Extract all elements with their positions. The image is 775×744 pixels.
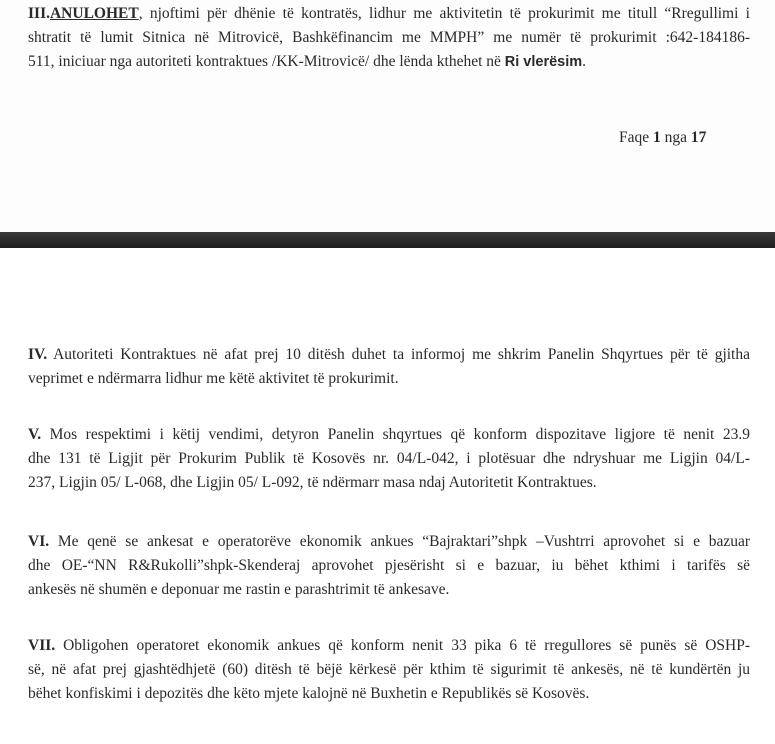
paragraph-iv-line-2: veprimet e ndërmarra lidhur me këtë aktivitet të prokurimit. xyxy=(28,370,399,387)
paragraph-iv-line-1-text: Autoriteti Kontraktues në afat prej 10 ditësh duhet ta informoj me shkrim Panelin Shqyrtues për të gjitha xyxy=(47,346,750,363)
paragraph-iii-line-3 xyxy=(28,50,750,74)
paragraph-vi-line-1 xyxy=(28,530,750,554)
page-divider xyxy=(0,232,775,248)
paragraph-iii-number: III. xyxy=(28,5,50,22)
paragraph-vii xyxy=(28,634,750,706)
page-2-top xyxy=(0,248,775,744)
paragraph-vi-number: VI. xyxy=(28,533,50,550)
paragraph-iii-line-1-text: , njoftimi për dhënie të kontratës, lidhur me aktivitetin të prokurimit me titull “Rregullimi i xyxy=(138,5,750,22)
paragraph-vi-line-2: dhe OE-“NN R&Rukolli”shpk-Skenderaj aprovohet pjesërisht si e bazuar, iu bëhet kthimi i tarifës së xyxy=(28,557,750,574)
anulohet-keyword: ANULOHET xyxy=(49,5,139,22)
page-1-bottom xyxy=(0,0,775,232)
paragraph-vi xyxy=(28,530,750,602)
footer-nga: nga xyxy=(664,129,688,146)
paragraph-v-line-2: dhe 131 të Ligjit për Prokurim Publik të Kosovës nr. 04/L-042, i plotësuar dhe ndryshuar me Ligjin 04/L- xyxy=(28,450,750,467)
paragraph-v-number: V. xyxy=(28,426,42,443)
paragraph-iv-number: IV. xyxy=(28,346,48,363)
paragraph-iii-line-2: shtratit të lumit Sitnica në Mitrovicë, Bashkëfinancim me MMPH” me numër të prokurimit :642-184186- xyxy=(28,29,750,46)
paragraph-v xyxy=(28,423,750,495)
paragraph-iii-line-3-text: 511, iniciuar nga autoriteti kontraktues /KK-Mitrovicë/ dhe lënda kthehet në xyxy=(28,53,505,70)
paragraph-v-line-1 xyxy=(28,423,750,447)
footer-page-number: 1 xyxy=(653,129,661,146)
paragraph-iv-line-1 xyxy=(28,343,750,367)
ri-vleresim-keyword: Ri vlerësim xyxy=(504,54,583,70)
paragraph-vii-line-1 xyxy=(28,634,750,658)
paragraph-iii xyxy=(28,2,750,74)
footer-faqe: Faqe xyxy=(619,129,650,146)
paragraph-v-line-3: 237, Ligjin 05/ L-068, dhe Ligjin 05/ L-092, të ndërmarr masa ndaj Autoritetit Kontraktues. xyxy=(28,474,597,491)
paragraph-vii-line-3: bëhet konfiskimi i depozitës dhe këto mjete kalojnë në Buxhetin e Republikës së Kosovës. xyxy=(28,685,590,702)
paragraph-vii-number: VII. xyxy=(28,637,56,654)
paragraph-v-line-1-text: Mos respektimi i këtij vendimi, detyron Panelin shqyrtues që konform dispozitave ligjore të nenit 23.9 xyxy=(41,426,750,443)
footer-total-pages: 17 xyxy=(690,129,707,146)
paragraph-iii-line-3-end: . xyxy=(582,53,587,70)
paragraph-iv xyxy=(28,343,750,391)
paragraph-vi-line-1-text: Me qenë se ankesat e operatorëve ekonomik ankues “Bajraktari”shpk –Vushtrri aprovohet si e bazuar xyxy=(49,533,750,550)
paragraph-vi-line-3: ankesës në shumën e deponuar me rastin e parashtrimit të ankesave. xyxy=(28,581,450,598)
page-footer xyxy=(619,129,706,147)
paragraph-vii-line-2: së, në afat prej gjashtëdhjetë (60) ditësh të bëjë kërkesë për kthim të sigurimit të ankesës, në të kundërtën ju xyxy=(28,661,750,678)
paragraph-iii-line-1 xyxy=(28,2,750,26)
paragraph-vii-line-1-text: Obligohen operatoret ekonomik ankues që konform nenit 33 pika 6 të rregullores së punës së OSHP- xyxy=(55,637,750,654)
